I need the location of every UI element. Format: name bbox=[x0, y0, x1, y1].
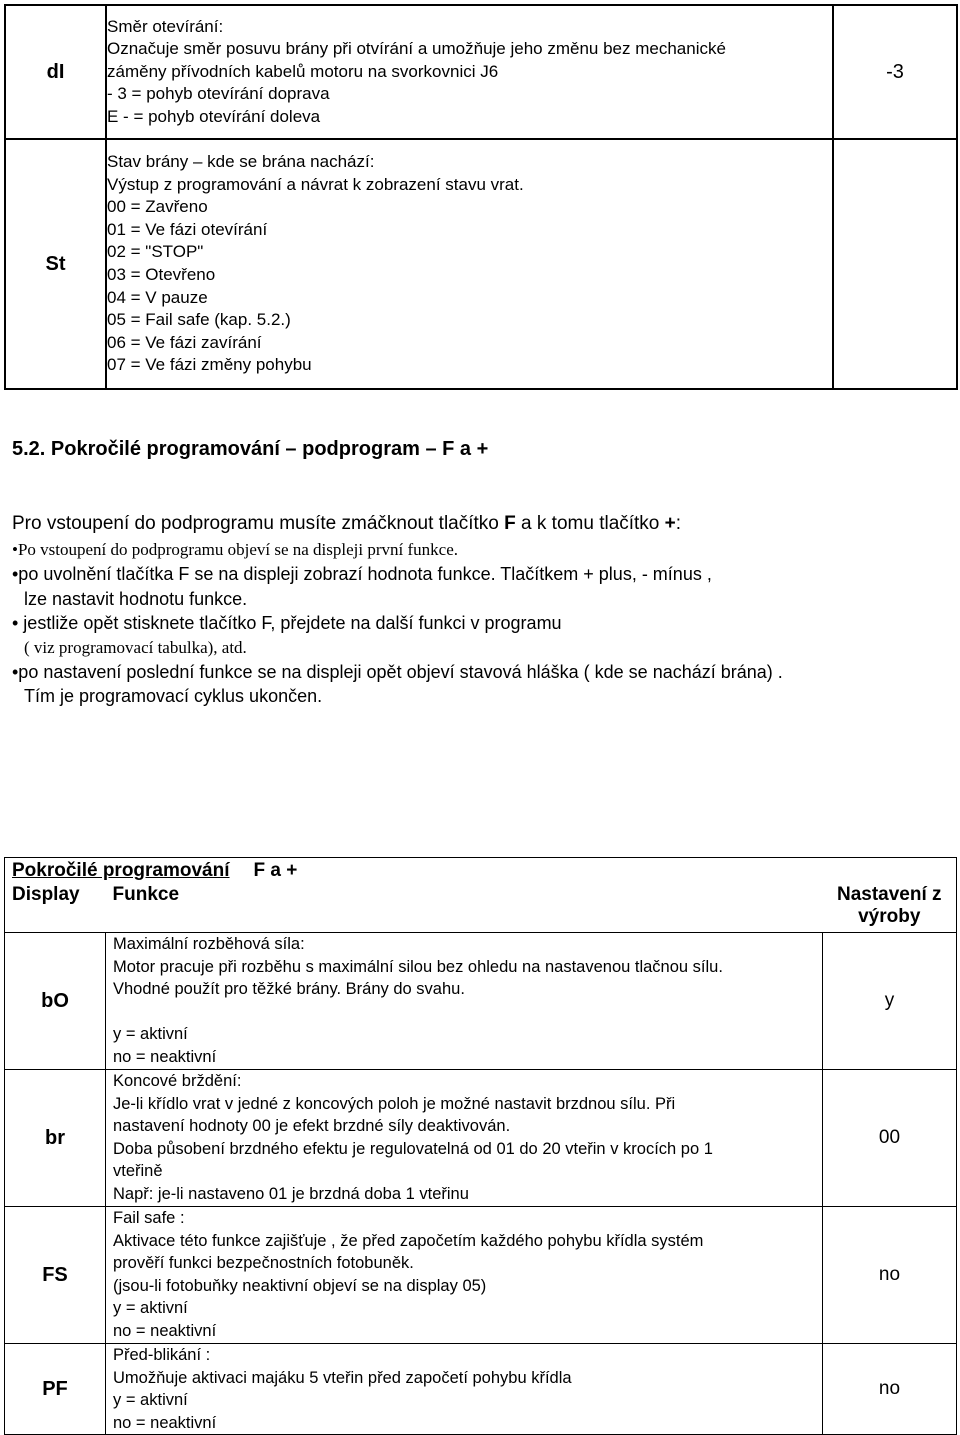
table-row-fs bbox=[5, 1207, 957, 1344]
table-row-bo bbox=[5, 933, 957, 1070]
description-line: 05 = Fail safe (kap. 5.2.) bbox=[107, 310, 291, 330]
display-code: FS bbox=[5, 1207, 106, 1344]
instruction-list bbox=[12, 538, 783, 709]
table-row-st bbox=[5, 139, 957, 389]
description-line: Označuje směr posuvu brány při otvírání a umožňuje jeho změnu bez mechanické bbox=[107, 39, 726, 59]
bullet-item: •po uvolnění tlačítka F se na displeji zobrazí hodnota funkce. Tlačítkem + plus, - mínus , bbox=[12, 564, 712, 585]
description-line bbox=[113, 1001, 822, 1024]
description-line: 01 = Ve fázi otevírání bbox=[107, 219, 268, 239]
table-row-pf bbox=[5, 1344, 957, 1435]
programming-table bbox=[4, 857, 957, 1435]
description-line: - 3 = pohyb otevírání doprava bbox=[107, 84, 330, 104]
function-description bbox=[106, 1207, 823, 1344]
description-line: Je-li křídlo vrat v jedné z koncových poloh je možné nastavit brzdnou sílu. Při bbox=[113, 1094, 676, 1113]
description-line: 07 = Ve fázi změny pohybu bbox=[107, 355, 312, 375]
table-title-keys: F a + bbox=[253, 860, 298, 881]
function-description bbox=[106, 139, 833, 389]
function-description bbox=[106, 933, 823, 1070]
table-row-br bbox=[5, 1070, 957, 1207]
description-line: y = aktivní bbox=[113, 1391, 188, 1410]
description-line: Maximální rozběhová síla: bbox=[113, 935, 305, 953]
default-value bbox=[833, 139, 957, 389]
default-value: y bbox=[823, 933, 957, 1070]
description-line: 04 = V pauze bbox=[107, 287, 208, 307]
description-line: Umožňuje aktivaci majáku 5 vteřin před započetí pohybu křídla bbox=[113, 1368, 572, 1387]
description-line: y = aktivní bbox=[113, 1299, 188, 1318]
description-line: no = neaktivní bbox=[113, 1321, 217, 1340]
display-code: dI bbox=[5, 5, 106, 139]
intro-text: Pro vstoupení do podprogramu musíte zmáčknout tlačítko bbox=[12, 513, 505, 534]
description-line: no = neaktivní bbox=[113, 1047, 217, 1066]
table-title-text: Pokročilé programování bbox=[12, 860, 230, 881]
description-line: Fail safe : bbox=[113, 1209, 185, 1227]
table-row-di bbox=[5, 5, 957, 139]
description-line: prověří funkci bezpečnostních fotobuněk. bbox=[113, 1254, 414, 1273]
table-header-row bbox=[5, 884, 957, 933]
description-line: vteřině bbox=[113, 1162, 163, 1181]
bullet-item: • jestliže opět stisknete tlačítko F, přejdete na další funkci v programu bbox=[12, 613, 562, 634]
intro-text: a k tomu tlačítko bbox=[515, 513, 665, 534]
description-line: Aktivace této funkce zajišťuje , že před započetím každého pohybu křídla systém bbox=[113, 1231, 704, 1250]
description-line: E - = pohyb otevírání doleva bbox=[107, 106, 321, 126]
display-code: PF bbox=[5, 1344, 106, 1435]
description-line: Vhodné použít pro těžké brány. Brány do svahu. bbox=[113, 980, 465, 999]
column-header-funkce: Funkce bbox=[106, 884, 823, 933]
default-value: 00 bbox=[823, 1070, 957, 1207]
description-line: záměny přívodních kabelů motoru na svorkovnici J6 bbox=[107, 61, 499, 81]
key-f: F bbox=[504, 513, 516, 534]
column-header-nastaveni: Nastavení z výroby bbox=[823, 884, 957, 933]
display-code: br bbox=[5, 1070, 106, 1207]
bullet-item: •po nastavení poslední funkce se na displeji opět objeví stavová hláška ( kde se nachází brána) . bbox=[12, 662, 783, 683]
default-value: -3 bbox=[833, 5, 957, 139]
description-line: Doba působení brzdného efektu je regulovatelná od 01 do 20 vteřin v krocích po 1 bbox=[113, 1139, 713, 1158]
description-line: 02 = "STOP" bbox=[107, 242, 204, 262]
description-line: Směr otevírání: bbox=[107, 16, 224, 36]
description-line: Motor pracuje při rozběhu s maximální silou bez ohledu na nastavenou tlačnou sílu. bbox=[113, 957, 723, 976]
description-line: Stav brány – kde se brána nachází: bbox=[107, 152, 375, 172]
section-heading: 5.2. Pokročilé programování – podprogram – F a + bbox=[12, 438, 489, 460]
function-description bbox=[106, 1344, 823, 1435]
default-value: no bbox=[823, 1207, 957, 1344]
description-line: Např: je-li nastaveno 01 je brzdná doba 1 vteřinu bbox=[113, 1184, 469, 1203]
description-line: Před-blikání : bbox=[113, 1346, 211, 1364]
description-line: Koncové brždění: bbox=[113, 1072, 242, 1090]
table-title-row bbox=[5, 858, 957, 885]
description-line: (jsou-li fotobuňky neaktivní objeví se na display 05) bbox=[113, 1276, 487, 1295]
default-value: no bbox=[823, 1344, 957, 1435]
description-line: nastavení hodnoty 00 je efekt brzdné síly deaktivován. bbox=[113, 1117, 511, 1136]
description-line: 03 = Otevřeno bbox=[107, 265, 216, 284]
description-line: 00 = Zavřeno bbox=[107, 197, 208, 217]
bullet-continuation: lze nastavit hodnotu funkce. bbox=[24, 588, 248, 609]
bullet-continuation: ( viz programovací tabulka), atd. bbox=[24, 637, 247, 657]
bullet-item: •Po vstoupení do podprogramu objeví se na displeji první funkce. bbox=[12, 540, 458, 559]
intro-text: : bbox=[675, 513, 682, 534]
bullet-continuation: Tím je programovací cyklus ukončen. bbox=[24, 686, 323, 707]
function-description bbox=[106, 1070, 823, 1207]
table-title bbox=[5, 858, 957, 885]
description-line: 06 = Ve fázi zavírání bbox=[107, 332, 262, 352]
key-plus: + bbox=[664, 513, 676, 534]
description-line: y = aktivní bbox=[113, 1025, 188, 1044]
parameter-table-top bbox=[4, 4, 958, 390]
description-line: no = neaktivní bbox=[113, 1413, 217, 1432]
function-description bbox=[106, 5, 833, 139]
column-header-display: Display bbox=[5, 884, 106, 933]
display-code: St bbox=[5, 139, 106, 389]
description-line: Výstup z programování a návrat k zobrazení stavu vrat. bbox=[107, 174, 524, 194]
intro-paragraph bbox=[12, 513, 681, 535]
display-code: bO bbox=[5, 933, 106, 1070]
